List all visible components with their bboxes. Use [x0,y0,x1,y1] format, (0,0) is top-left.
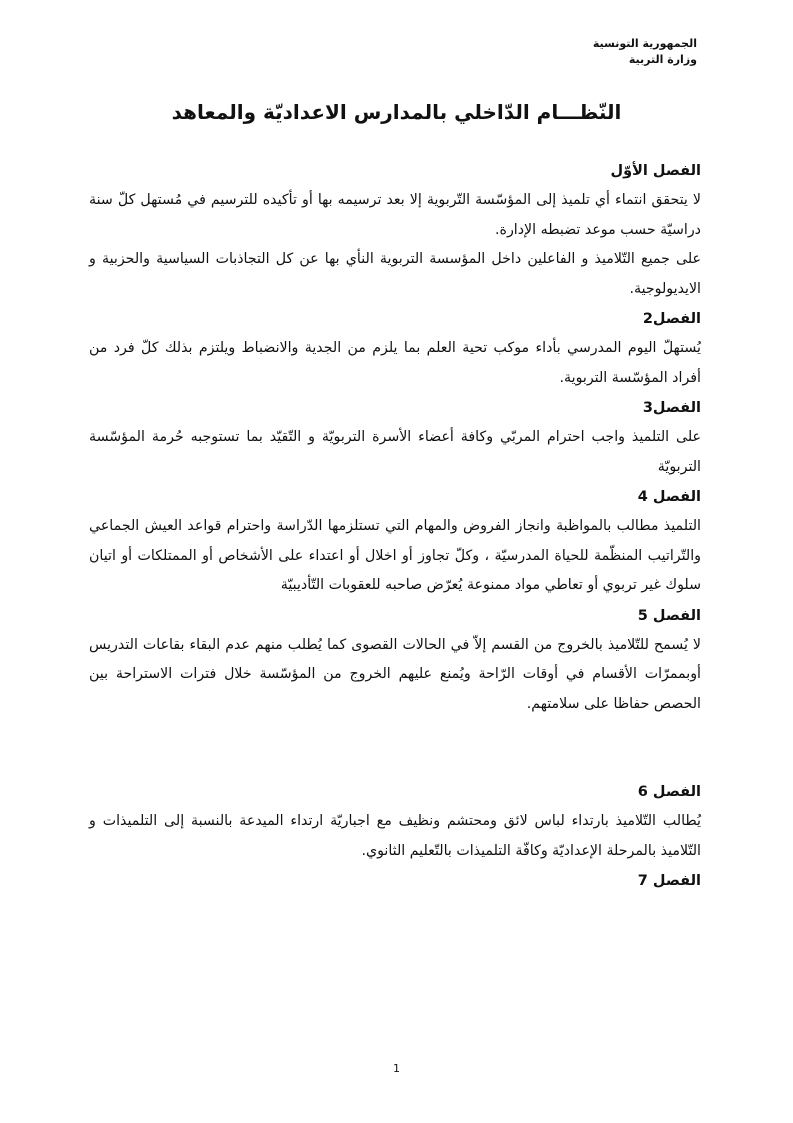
section-4 [89,482,701,601]
section-heading: الفصل الأوّل [610,163,701,179]
section-paragraph: على جميع التّلاميذ و الفاعلين داخل المؤسسة التربوية النأي بها عن كل التجاذبات السياسية والحزبية و الايديولوجية. [89,251,701,297]
section-paragraph: على التلميذ واجب احترام المربّي وكافة أعضاء الأسرة التربويّة و التّقيّد بما تستوجبه حُرمة المؤسّسة التربويّة [89,429,701,475]
section-1 [89,156,701,304]
section-paragraph: يُستهلّ اليوم المدرسي بأداء موكب تحية العلم بما يلزم من الجدية والانضباط ويلتزم بذلك كلّ فرد من أفراد المؤسّسة التربوية. [89,340,701,386]
section-7 [89,866,701,896]
letterhead [593,36,697,68]
section-paragraph: لا يُسمح للتّلاميذ بالخروج من القسم إلاّ في الحالات القصوى كما يُطلب منهم عدم البقاء بقاعات التدريس أوبممرّات الأقسام في أوقات الرّاحة ويُمنع عليهم الخروج من المؤسّسة خلال فترات الاستراحة بين الحصص حفاظا على سلامتهم. [89,636,701,712]
section-6 [89,777,701,866]
document-body [89,156,701,896]
section-paragraph: يُطالب التّلاميذ بارتداء لباس لائق ومحتشم ونظيف مع اجباريّة ارتداء الميدعة بالنسبة إلى التلميذات و التّلاميذ بالمرحلة الإعداديّة وكافّة التلميذات بالتّعليم الثانوي. [89,813,701,859]
blank-gap [89,719,701,777]
section-heading: الفصل 6 [637,784,701,800]
section-paragraph: لا يتحقق انتماء أي تلميذ إلى المؤسّسة التّربوية إلا بعد ترسيمه بها أو تأكيده للترسيم في مُستهل كلّ سنة دراسيّة حسب موعد تضبطه الإدارة. [89,192,701,238]
section-heading: الفصل2 [642,311,701,327]
section-heading: الفصل 4 [637,489,701,505]
page-number: 1 [393,1062,400,1075]
section-5 [89,601,701,720]
section-paragraph: التلميذ مطالب بالمواظبة وانجاز الفروض والمهام التي تستلزمها الدّراسة واحترام قواعد العيش الجماعي والتّراتيب المنظّمة للحياة المدرسيّة ، وكلّ تجاوز أو اخلال أو اعتداء على الأشخاص أو الممتلكات أو اتيان سلوك غير تربوي أو تعاطي مواد ممنوعة يُعرّض صاحبه للعقوبات التّأديبيّة [89,518,701,593]
section-heading: الفصل 7 [637,873,701,889]
section-heading: الفصل 5 [637,607,701,624]
section-3 [89,393,701,482]
document-title: النّظـــام الدّاخلي بالمدارس الاعداديّة والمعاهد [171,100,622,124]
section-heading: الفصل3 [642,400,701,416]
letterhead-republic: الجمهورية التونسية [592,37,697,50]
section-2 [89,304,701,393]
letterhead-ministry: وزارة التربية [628,53,697,66]
